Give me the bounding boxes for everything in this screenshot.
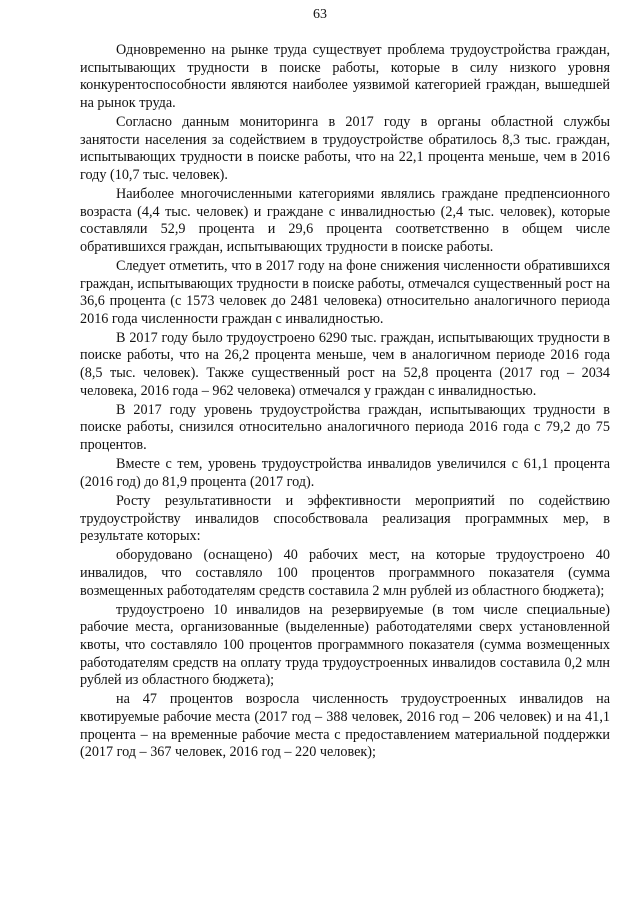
list-item-2: трудоустроено 10 инвалидов на резервируемые (в том числе специальные) рабочие места, организованные (выделенные) работодателями сверх установленной квоты, что составляло 100 процентов программного показателя (сумма возмещенных работодателям средств на оплату труда трудоустроенных инвалидов составила 0,2 млн рублей из областного бюджета);: [80, 601, 610, 689]
paragraph-2: Согласно данным мониторинга в 2017 году в органы областной службы занятости населения за содействием в трудоустройстве обратилось 8,3 тыс. граждан, испытывающих трудности в поиске работы, что на 22,1 процента меньше, чем в 2016 году (10,7 тыс. человек).: [80, 113, 610, 183]
paragraph-5: В 2017 году было трудоустроено 6290 тыс. граждан, испытывающих трудности в поиске работы, что на 26,2 процента меньше, чем в аналогичном периоде 2016 года (8,5 тыс. человек). Также существенный рост на 52,8 процента (2017 год – 2034 человека, 2016 года – 962 человека) отмечался у граждан с инвалидностью.: [80, 329, 610, 399]
paragraph-1: Одновременно на рынке труда существует проблема трудоустройства граждан, испытывающих трудности в поиске работы, которые в силу низкого уровня конкурентоспособности являются наиболее уязвимой категорией граждан, вышедшей на рынок труда.: [80, 42, 610, 111]
list-item-3: на 47 процентов возросла численность трудоустроенных инвалидов на квотируемые рабочие места (2017 год – 388 человек, 2016 год – 206 человек) и на 41,1 процента – на временные рабочие места с предоставлением материальной поддержки (2017 год – 367 человек, 2016 год – 220 человек);: [80, 691, 610, 761]
paragraph-8: Росту результативности и эффективности мероприятий по содействию трудоустройству инвалидов способствовала реализация программных мер, в результате которых:: [80, 493, 610, 545]
paragraph-6: В 2017 году уровень трудоустройства граждан, испытывающих трудности в поиске работы, снизился относительно аналогичного периода 2016 года с 79,2 до 75 процентов.: [80, 401, 610, 454]
page-number: 63: [313, 7, 327, 22]
document-body: [80, 42, 610, 763]
paragraph-3: Наиболее многочисленными категориями являлись граждане предпенсионного возраста (4,4 тыс. человек) и граждане с инвалидностью (2,4 тыс. человек), которые составляли 52,9 процента и 29,6 процента соответственно в общем числе обратившихся граждан, испытывающих трудности в поиске работы.: [80, 185, 610, 255]
paragraph-4: Следует отметить, что в 2017 году на фоне снижения численности обратившихся граждан, испытывающих трудности в поиске работы, отмечался существенный рост на 36,6 процента (с 1573 человек до 2481 человека) относительно аналогичного периода 2016 года численности граждан с инвалидностью.: [80, 257, 610, 327]
paragraph-7: Вместе с тем, уровень трудоустройства инвалидов увеличился с 61,1 процента (2016 год) до 81,9 процента (2017 год).: [80, 456, 610, 490]
list-item-1: оборудовано (оснащено) 40 рабочих мест, на которые трудоустроено 40 инвалидов, что составляло 100 процентов программного показателя (сумма возмещенных работодателям средств составила 2 млн рублей из областного бюджета);: [80, 547, 610, 599]
